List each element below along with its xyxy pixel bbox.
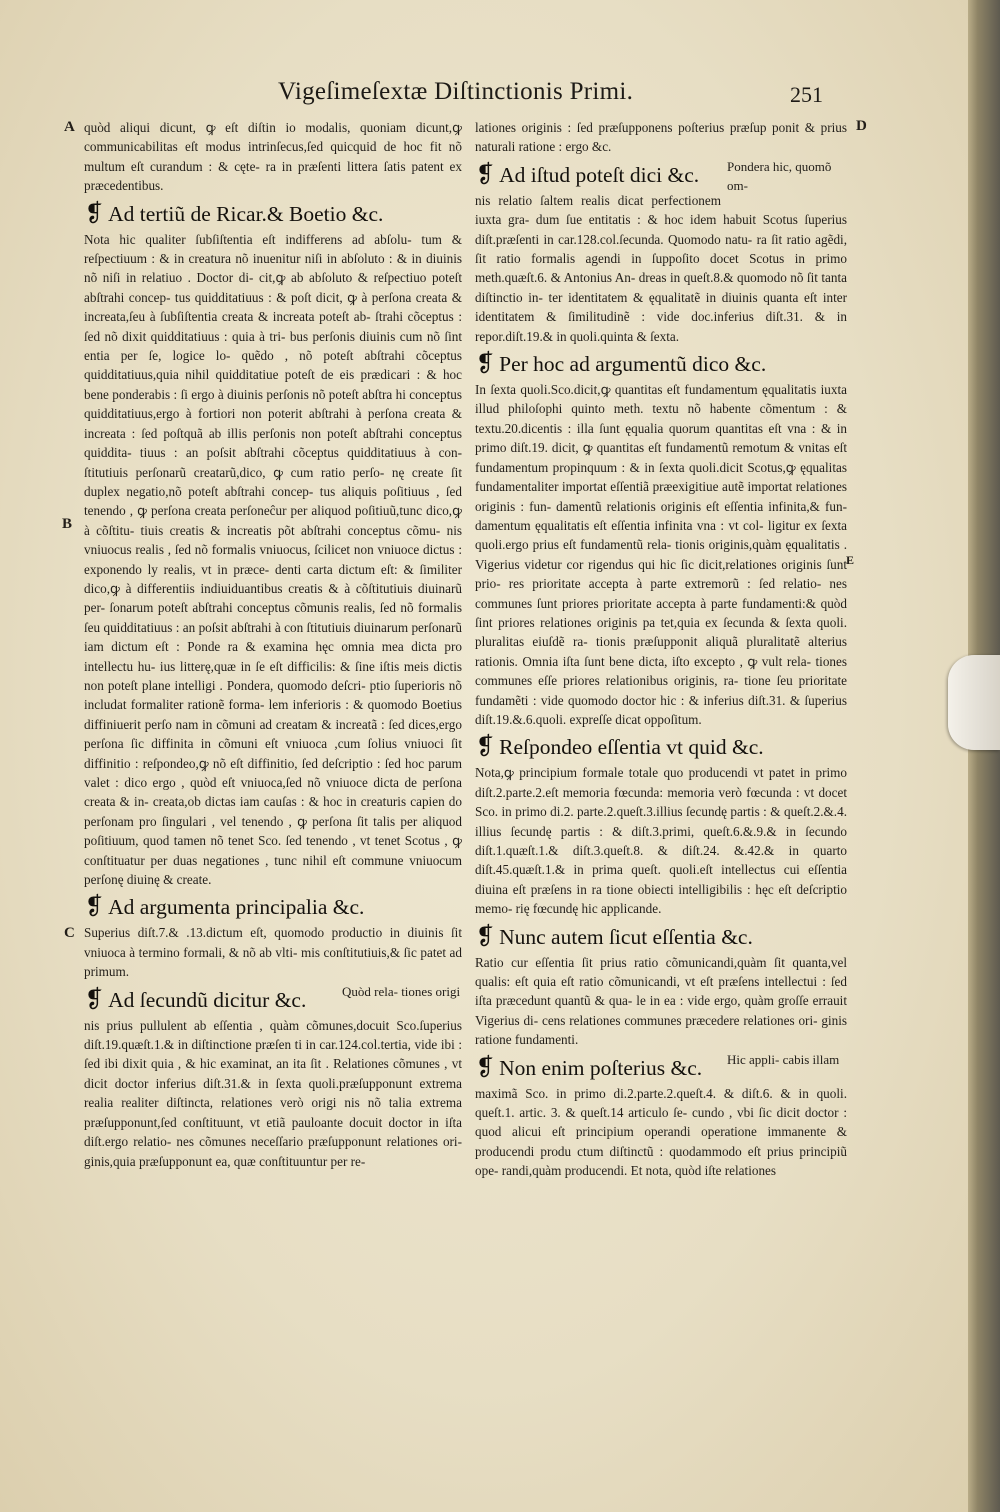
heading-side-note: Pondera hic, quomõ om-: [727, 158, 832, 194]
folio-number: 251: [790, 82, 823, 107]
pilcrow-icon: ❡: [476, 734, 495, 761]
pilcrow-icon: ❡: [85, 986, 104, 1013]
right-column: [475, 118, 847, 1181]
section-heading-text: Ad iſtud poteſt dici &c.: [499, 162, 700, 187]
margin-letter-c: C: [64, 925, 75, 941]
section-heading-text: Non enim poſterius &c.: [499, 1055, 703, 1080]
pilcrow-icon: ❡: [476, 923, 495, 950]
margin-letter-e: E: [846, 553, 855, 567]
section-heading-text: Ad tertiũ de Ricar.& Boetio &c.: [108, 201, 384, 226]
section-heading: [475, 924, 847, 951]
running-title: Vigeſimeſextæ Diſtinctionis Primi.: [278, 78, 634, 105]
heading-side-note: Hic appli- cabis illam: [727, 1051, 840, 1067]
section-heading-text: Nunc autem ſicut eſſentia &c.: [499, 924, 753, 949]
section-heading-text: Ad argumenta principalia &c.: [108, 895, 365, 920]
paragraph: Superius diſt.7.& .13.dictum eſt, quomodo productio in diuinis ſit vniuoca à termino formali, & nõ ab vlti- mis conſtitutiuis,& ſic patet ad primum.: [84, 925, 462, 980]
section-heading-text: Per hoc ad argumentũ dico &c.: [499, 352, 767, 377]
pilcrow-icon: ❡: [85, 200, 104, 227]
paragraph: Nota,ꝙ principium formale totale quo producendi vt patet in primo diſt.2.parte.2.eſt memoria fœcunda: memoria verò fœcunda : vt docet Sco. in primo di.2. parte.2.queſt.3.illius ſecundę partis : & queſt.2.&.4. illius ſecundę partis : & diſt.3.primi, queſt.6.&.9.& in ſecundo diſt.1.quæſt.1.& diſt.3.queſt.8. & diſt.24. &.42.& in quarto diſt.45.quæſt.1.& in prima queſt. quoli.eſt intellectus cui eſſentia diuina eſt præſens in ra tione obiecti intelligibilis : hęc eſt deſcriptio memo- rię fœcundę hic applicande.: [475, 765, 847, 917]
paragraph: nis relatio ſaltem realis dicat perfectionem iuxta gra- dum ſue entitatis : & hoc idem habuit Scotus ſuperius diſt.præſenti in car.128.col.ſecunda. Quomodo natu- ra ſit ratio agẽdi, ſit ratio formalis agendi in ſuppoſito docet Scotus in primo meth.quæſt.6. & Antonius An- dreas in queſt.8.& quomodo nõ ſit tanta diſtinctio in- ter identitatem & ęqualitatẽ in diuinis quanta eſt inter identitatem & ſimilitudinẽ : vide doc.inferius diſt.31. & in repor.diſt.19.& in quoli.quinta & ſexta.: [475, 192, 847, 344]
paragraph: maximã Sco. in primo di.2.parte.2.queſt.4. & diſt.6. & in quoli. queſt.1. artic. 3. & queſt.14 articulo ſe- cundo , vbi ſic dicit doctor : quod alicui eſt principium operandi operatione immanente & producendi produ ctum diſtinctũ : quodammodo eſt prius principiũ ope- randi,quàm producendi. Et nota, quòd iſte relationes: [475, 1085, 847, 1179]
heading-side-note: Quòd rela- tiones origi: [342, 983, 461, 999]
section-heading: [475, 734, 847, 761]
paragraph: Ratio cur eſſentia ſit prius ratio cõmunicandi,quàm ſit quanta,vel qualis: eſt quia eſt ratio cõmunicandi, vt eſt præſens intellectui : ſed iſta præcedunt quantũ & qua- le in ea : vide ergo, quàm groſſe errauit Vigerius di- cens relationes communes præcedere relationes ori- ginis ratione fundamenti.: [475, 954, 847, 1048]
paragraph: nis prius pullulent ab eſſentia , quàm cõmunes,docuit Sco.ſuperius diſt.19.quæſt.1.& in diſtinctione præſen ti in car.124.col.tertia, vide ibi : ſed ibi dixit quia , & hic examinat, an ita ſit . Relationes cõmunes , vt dicit doctor inferius diſt.31.& in ſexta quoli.præſupponunt extrema realia realiter diſtincta, relationes verò origi nis nõ talia extrema præſupponunt,ſed conſtituunt, vt etiã pauloante docuit doctor in iſta diſt.ergo relatio- nes cõmunes neceſſario præſupponunt relationes ori- ginis,quia præſupponunt ea, quæ conſtituuntur per re-: [84, 1017, 462, 1169]
paragraph: quòd aliqui dicunt, ꝙ eſt diſtin io modalis, quoniam dicunt,ꝙ communicabilitas eſt modus intrinſecus,ſed quicquid de hoc fit nõ multum eſt curandum : & cęte- ra in præſenti littera ſatis patent ex præcedentibus.: [84, 120, 462, 194]
paragraph: In ſexta quoli.Sco.dicit,ꝙ quantitas eſt fundamentum ęqualitatis iuxta illud philoſophi quinto meth. textu nõ habente cõmentum : & textu.20.dicentis : illa ſunt ęqualia quorum quantitas eſt vna : & in primo diſt.19. dicit, ꝙ quantitas eſt fundamentũ remotum & vnitas eſt fundamentum propinquum : & in ſexta quoli.dicit Scotus,ꝙ ęqualitas fundamentaliter importat eſſentiã præexigitiue autẽ importat relationes originis : fun- damentũ relationis originis eſt eſſentia infinita,& fun- damentum ęqualitatis eſt eſſentia infinita vna : vt col- ligitur ex ſexta quoli.ergo prius eſt fundamentũ rela- tionis originis,quàm ęqualitatis . Vigerius videtur cor rigendus qui hic ſic dicit,relationes originis ſunt prio- res prioritate accepta à parte extremorũ : ſed relatio- nes communes ſunt priores prioritate accepta à parte fundamenti:& quòd ſint priores relationes originis pa tet,quia ex ſecunda & ſexta quoli. pluralitas eiuſdẽ ra- tionis præſupponit aliquã pluralitatẽ alterius rationis. Omnia iſta ſunt bene dicta, iſto excepto , ꝙ vult rela- tiones communes eſſe priores relationibus originis, ra- tione ſeu prioritate fundamẽti : vide quomodo doctor hic : & inferius diſt.31. & ſuperius diſt.19.&.6.quoli. expreſſe dicat oppoſitum.: [475, 382, 847, 727]
paragraph: Nota hic qualiter ſubſiſtentia eſt indifferens ad abſolu- tum & reſpectiuum : & in creatura nõ inuenitur niſi in abſoluto : & in diuinis nõ niſi in relatiuo . Doctor di- cit,ꝙ ab abſoluto & reſpectiuo poteſt abſtrahi concep- tus quidditatiuus : & poſt dicit, ꝙ à perſona creata & increata,ſeu à ſubſiſtentia creata & increata poteſt ab- ſtrahi cõceptus : ſed nõ dixit quidditatiuus : quia à tri- bus perſonis diuinis cum nõ ſint entia per ſe, logice lo- quẽdo , nõ poteſt abſtrahi cõceptus quidditatiuus,quia nihil quidditatiue poteſt de eis prædicari : & hoc bene ponderabis : ſi ergo à diuinis perſonis nõ poteſt abſtra hi conceptus quidditatiuus,ergo à fortiori non poterit abſtrahi à perſona creata & increata : ſed poſtquã ab illis perſonis non poteſt abſtrahi conceptus quiddita- tiuus : an poſsit abſtrahi cõceptus quidditatiuus à con- ſtitutiuis perſonarũ creatarũ,dico, ꝙ cum ratio perſo- nę create ſit duplex negatio,nõ poteſt abſtrahi concep- tus aliquis poſitiuus , ſed tenendo , ꝙ perſona creata perſoneĉur per aliquod poſitiuũ,tunc dico,ꝙ à cõſtitu- tiuis creatis & increatis põt abſtrahi conceptus cõmu- nis vniuocus realis , ſed nõ formalis vniuocus, ſcilicet non vniuoce dictus : exponendo ly realis, vt in præce- denti carta dictum eſt: & ſimiliter dico,ꝙ à differentiis indiuiduantibus creatis & à cõſtitutiuis diuinarũ per- ſonarum poteſt abſtrahi conceptus cõmunis realis, ſed nõ formalis ſeu quidditatiuus : an poſsit abſtrahi à con ſtitutiuis diuinarum perſonarũ iam dictum eſt : Ponde ra & examina hęc omnia mea dicta pro intellectu hu- ius litterę,quæ in ſe eſt difficilis: & ſine iſtis meis dictis non poteſt plane intelligi . Pondera, quomodo deſcri- ptio ſuperioris nõ includat formaliter rationẽ forma- lem inferioris : & quomodo Boetius diffiniuerit perſo nam in cõmuni ad creatam & increatã : ſed dices,ergo perſona ſic diffinita in cõmuni eſt vniuoca ,cum ſolius vniuoci ſit diffinitio : reſpondeo,ꝙ nõ eſt diffinitio, ſed deſcriptio : ſed hoc parum valet : dico ergo , quòd eſt vniuoca,ſed nõ vniuoce dicta de perſona creata & in- creata,ob dictas iam cauſas : & hoc in creaturis capien do perſonam pro ſingulari , vel tenendo , ꝙ perſona ſit talis per aliquod poſitiuum, quod tamen nõ tenet Sco. ſed tenendo , vt tenet Scotus , ꝙ conſtituatur per duas negationes , tunc nihil eſt commune vniuocum perſonę diuinę & create.: [84, 231, 462, 888]
book-page-edge: [968, 0, 1000, 1512]
section-heading: [475, 351, 847, 378]
pilcrow-icon: ❡: [85, 894, 104, 921]
pilcrow-icon: ❡: [476, 161, 495, 188]
section-heading: [84, 201, 462, 228]
section-heading-text: Ad ſecundũ dicitur &c.: [108, 987, 307, 1012]
pilcrow-icon: ❡: [476, 351, 495, 378]
pilcrow-icon: ❡: [476, 1054, 495, 1081]
paragraph: lationes originis : ſed præſupponens poſterius præſup ponit & prius naturali ratione : ergo &c.: [475, 120, 847, 155]
page-clip: [948, 655, 1000, 750]
margin-letter-b: B: [62, 516, 73, 532]
margin-letter-d: D: [856, 118, 867, 134]
section-heading-text: Reſpondeo eſſentia vt quid &c.: [499, 735, 764, 760]
section-heading: [84, 894, 462, 921]
margin-letter-a: A: [64, 119, 75, 135]
left-column: [84, 118, 462, 1171]
